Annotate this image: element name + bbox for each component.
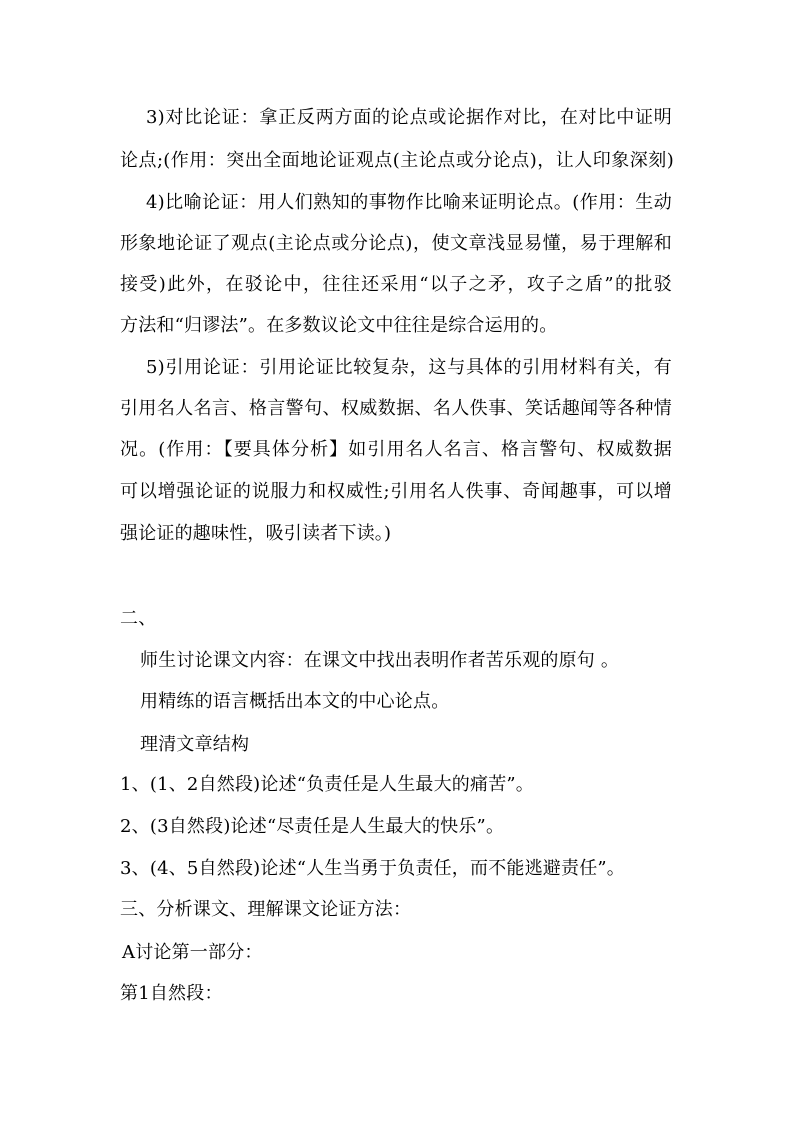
- structure-item: 2、(3自然段)论述“尽责任是人生最大的快乐”。: [120, 816, 505, 837]
- paragraph-label: 第1自然段：: [120, 983, 223, 1004]
- list-item: 用精练的语言概括出本文的中心论点。: [140, 691, 450, 712]
- list-item: 理清文章结构: [140, 734, 250, 755]
- structure-item: 3、(4、5自然段)论述“人生当勇于负责任，而不能逃避责任”。: [120, 858, 626, 879]
- paragraph-line: 引用名人名言、格言警句、权威数据、名人佚事、笑话趣闻等各种情: [120, 398, 672, 419]
- paragraph-line: 方法和“归谬法”。在多数议论文中往往是综合运用的。: [120, 315, 558, 336]
- paragraph-line: 接受)此外，在驳论中，往往还采用“以子之矛，攻子之盾”的批驳: [120, 274, 672, 295]
- paragraph-line: 3)对比论证：拿正反两方面的论点或论据作对比，在对比中证明: [146, 107, 672, 128]
- paragraph-line: 4)比喻论证：用人们熟知的事物作比喻来证明论点。(作用：生动: [146, 192, 672, 213]
- section-heading: 二、: [120, 608, 157, 629]
- list-item: 师生讨论课文内容：在课文中找出表明作者苦乐观的原句 。: [140, 650, 620, 671]
- paragraph-line: 论点;(作用：突出全面地论证观点(主论点或分论点)，让人印象深刻): [120, 150, 674, 171]
- paragraph-line: 可以增强论证的说服力和权威性;引用名人佚事、奇闻趣事，可以增: [120, 481, 672, 502]
- subsection-heading: A讨论第一部分：: [122, 942, 263, 963]
- structure-item: 1、(1、2自然段)论述“负责任是人生最大的痛苦”。: [120, 774, 535, 795]
- paragraph-line: 形象地论证了观点(主论点或分论点)，使文章浅显易懂，易于理解和: [120, 233, 672, 254]
- paragraph-line: 况。(作用：【要具体分析】如引用名人名言、格言警句、权威数据: [120, 439, 672, 460]
- paragraph-line: 强论证的趣味性，吸引读者下读。): [120, 523, 392, 544]
- section-heading: 三、分析课文、理解课文论证方法：: [120, 899, 412, 920]
- paragraph-line: 5)引用论证：引用论证比较复杂，这与具体的引用材料有关，有: [146, 357, 672, 378]
